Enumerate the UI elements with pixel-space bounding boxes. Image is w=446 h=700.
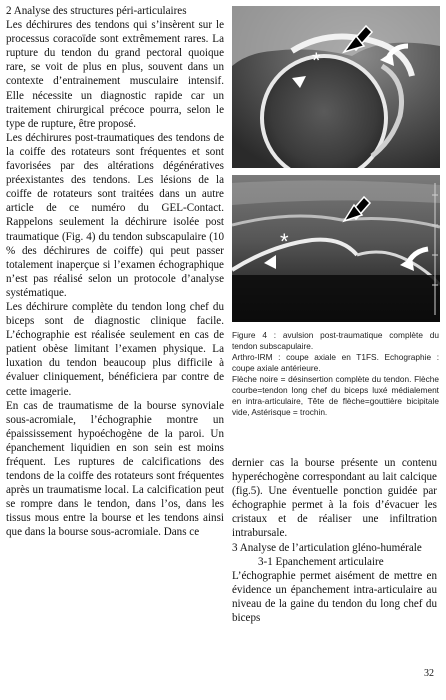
section-title-periarticular: 2 Analyse des structures péri-articulaires (6, 5, 187, 17)
ultrasound-image (232, 175, 440, 322)
paragraph: Les déchirure complète du tendon long chef du biceps sont de diagnostic clinique facile. L’échographie est réalisée seulement en cas de patient obèse limitant l’examen physique. La luxation du tendon beaucoup plus difficile à évaluer cliniquement, bénéficiera par contre de cette imagerie. (6, 300, 224, 398)
caption-line: Arthro-IRM : coupe axiale en T1FS. Echographie : coupe axiale antérieure. (232, 352, 439, 373)
asterisk-marker: * (280, 229, 289, 254)
caption-line: Flèche noire = désinsertion complète du tendon. Flèche courbe=tendon long chef du biceps luxé médialement en intra-articulaire, Tête de flèche=gouttière bicipitale vide, Astérisque = trochin. (232, 374, 439, 417)
left-column (6, 4, 224, 540)
mri-illustration (232, 6, 440, 168)
paragraph: Les déchirures post-traumatiques des tendons de la coiffe des rotateurs sont fréquentes et sont favorisées par des altérations dégénératives préexistantes des tendons. Les lésions de la coiffe de rotateurs sont traitées dans un autre article de ce numéro du GEL-Contact. Rappelons seulement la déchirure isolée post traumatique (Fig. 4) du tendon subscapulaire (10 % des déchirures de coiffe) qui peut passer totalement inaperçue si l’examen échographique n’est pas réalisé selon un protocole d’analyse systématique. (6, 131, 224, 299)
humeral-head (262, 56, 386, 168)
ultrasound-illustration (232, 175, 440, 322)
figure-caption (232, 330, 439, 418)
paragraph: Les déchirures des tendons qui s’insèrent sur le processus coracoïde sont extrêmement rares. La rupture du tendon du grand pectoral quoique rare, se voit de plus en plus, souvent dans un contexte d’entrainement musculaire intensif. Elle nécessite un diagnostic rapide car un traitement chirurgical précoce pourra, selon le type de rupture, être proposé. (6, 19, 224, 130)
asterisk-marker: * (312, 48, 321, 73)
paragraph: En cas de traumatisme de la bourse synoviale sous-acromiale, l’échographie montre un épaississement hypoéchogène de la paroi. Un épanchement liquidien en son sein est moins fréquent. Les ruptures de calcifications des tendons de la coiffe des rotateurs sont fréquentes après un traumatisme local. La calcification peut se rompre dans le tendon, dans l’os, dans les tissus mous entre la bourse et les tendons ainsi que dans la bourse sous-acromiale. Dans ce (6, 399, 224, 539)
mri-image (232, 6, 440, 168)
section-title-glenohumeral: 3 Analyse de l’articulation gléno-humérale (232, 541, 422, 554)
paragraph: L’échographie permet aisément de mettre en évidence un épanchement intra-articulaire au niveau de la gaine du tendon du long chef du biceps (232, 569, 437, 625)
acoustic-shadow (232, 275, 440, 322)
right-column (232, 456, 437, 625)
caption-title: Figure 4 : avulsion post-traumatique complète du tendon subscapulaire. (232, 330, 439, 351)
page-number: 32 (424, 668, 434, 679)
subsection-title-effusion: 3-1 Epanchement articulaire (258, 555, 384, 568)
paragraph: dernier cas la bourse présente un contenu hyperéchogène correspondant au lait calcique (fig.5). Une éventuelle ponction guidée par échographie permet à la fois d’évacuer les cristaux et de réaliser une infiltration intrabursale. (232, 457, 437, 540)
